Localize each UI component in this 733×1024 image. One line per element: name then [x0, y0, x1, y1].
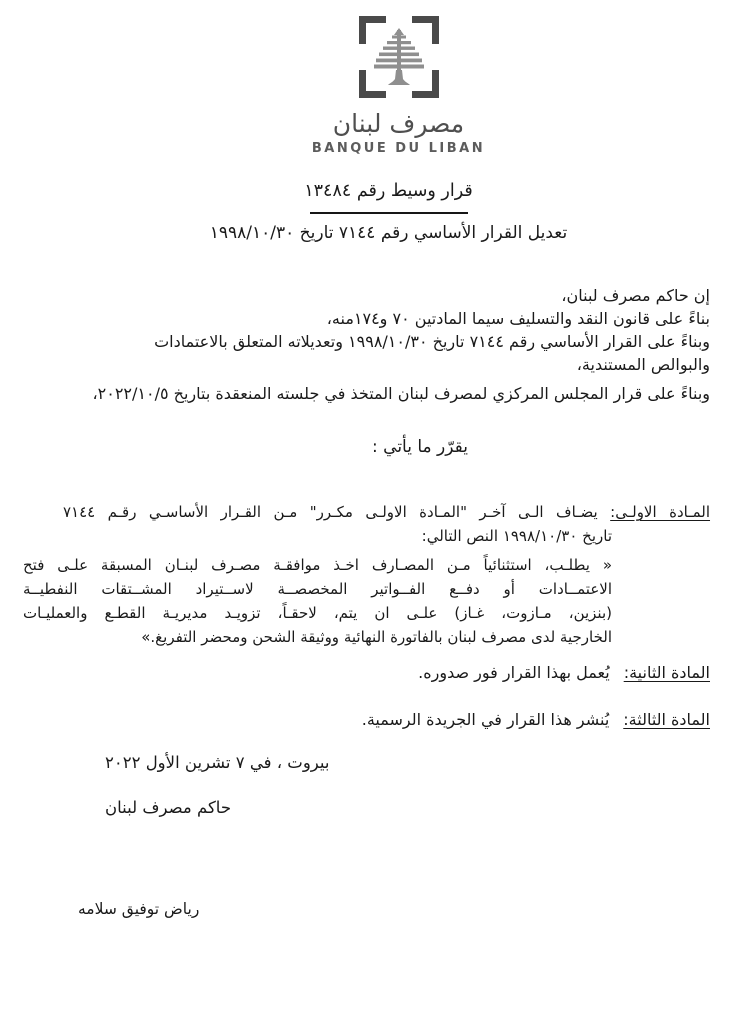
- article-one-intro-text: يضـاف الـى آخـر "المـادة الاولـى مكـرر" مـن القـرار الأساسـي رقـم ٧١٤٤: [63, 503, 598, 521]
- signatory-name: رياض توفيق سلامه: [78, 900, 200, 918]
- article-three: [23, 710, 710, 729]
- logo-frame-gap: [386, 15, 412, 24]
- preamble: [23, 284, 710, 405]
- article-two-label: المادة الثانية:: [623, 663, 710, 682]
- article-one-intro: [23, 500, 710, 524]
- logo-latin-name: BANQUE DU LIBAN: [311, 141, 486, 156]
- article-three-label: المادة الثالثة:: [623, 710, 710, 729]
- logo-frame-gap: [358, 44, 367, 70]
- cedar-tree-icon: [373, 28, 425, 86]
- logo-frame-gap: [431, 44, 440, 70]
- logo-frame-gap: [386, 90, 412, 99]
- preamble-line: والبوالص المستندية،: [576, 355, 710, 374]
- decision-number-title: قرار وسيط رقم ١٣٤٨٤: [304, 181, 473, 201]
- logo-frame: [359, 16, 439, 98]
- article-one-label: المـادة الاولـى:: [610, 503, 711, 521]
- title-block: [44, 181, 733, 243]
- bdl-logo: [64, 0, 733, 156]
- decision-subtitle: تعديل القرار الأساسي رقم ٧١٤٤ تاريخ ١٩٩٨/١٠/٣٠: [209, 223, 568, 243]
- signatory-title: حاكم مصرف لبنان: [105, 798, 232, 817]
- article-two: [23, 663, 710, 682]
- place-date-line: بيروت ، في ٧ تشرين الأول ٢٠٢٢: [105, 753, 330, 772]
- article-one-quote: [23, 553, 612, 649]
- article-three-text: يُنشر هذا القرار في الجريدة الرسمية.: [361, 710, 610, 729]
- logo-arabic-name: مصرف لبنان: [332, 109, 465, 138]
- article-one-quote-line: « يطلـب، استثنائياً مـن المصـارف اخـذ موافقـة مصـرف لبنـان المسبقة علـى فتح: [23, 556, 612, 574]
- preamble-line: بناءً على قانون النقد والتسليف سيما المادتين ٧٠ و١٧٤منه،: [326, 309, 710, 328]
- article-one-quote-line: (بنزين، مـازوت، غـاز) علـى ان يتم، لاحقـاً، تزويـد مديريـة القطـع والعمليـات: [23, 604, 612, 622]
- article-one: [23, 500, 710, 649]
- title-divider: [310, 212, 468, 214]
- preamble-line: إن حاكم مصرف لبنان،: [561, 286, 710, 305]
- article-one-quote-line: الخارجية لدى مصرف لبنان بالفاتورة النهائية ووثيقة الشحن ومحضر التفريغ.»: [141, 628, 612, 646]
- article-two-text: يُعمل بهذا القرار فور صدوره.: [418, 663, 610, 682]
- article-one-intro-line2: تاريخ ١٩٩٨/١٠/٣٠ النص التالي:: [421, 527, 612, 545]
- preamble-line: وبناءً على القرار الأساسي رقم ٧١٤٤ تاريخ ١٩٩٨/١٠/٣٠ وتعديلاته المتعلق بالاعتمادات: [154, 332, 710, 351]
- article-one-quote-line: الاعتمــادات أو دفــع الفــواتير المخصصــة لاســتيراد المشــتقات النفطيــة: [23, 580, 612, 598]
- decree-clause: يقرّر ما يأتي :: [372, 437, 468, 457]
- preamble-line: وبناءً على قرار المجلس المركزي لمصرف لبنان المتخذ في جلسته المنعقدة بتاريخ ٢٠٢٢/١٠/٥،: [92, 384, 710, 403]
